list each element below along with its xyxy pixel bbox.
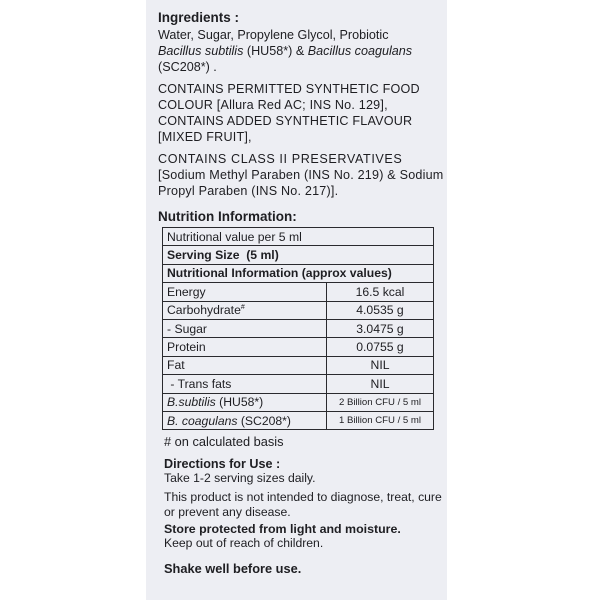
nutrient-name: Fat (163, 356, 327, 374)
table-row (163, 283, 434, 301)
nutrient-name: Protein (163, 338, 327, 356)
table-row (163, 338, 434, 356)
table-row (163, 228, 434, 246)
nutrient-value: 4.0535 g (327, 301, 434, 319)
table-row (163, 375, 434, 393)
nutrient-name: Energy (163, 283, 327, 301)
preservatives-statement: [Sodium Methyl Paraben (INS No. 219) & Sodium Propyl Paraben (INS No. 217)]. (158, 168, 444, 198)
dose-text: Take 1-2 serving sizes daily. (164, 471, 316, 486)
nutrient-name: Carbohydrate (167, 303, 241, 318)
nutrient-value: 16.5 kcal (327, 283, 434, 301)
probiotic-name-cell (163, 393, 327, 411)
nutrient-value: NIL (327, 375, 434, 393)
probiotic-strain: (SC208*) (237, 413, 291, 428)
directions-section (164, 457, 444, 551)
table-row (163, 246, 434, 264)
organism-bacillus-coagulans: Bacillus coagulans (307, 44, 413, 58)
nutrition-heading: Nutrition Information: (158, 209, 297, 224)
probiotic-value: 1 Billion CFU / 5 ml (327, 411, 434, 429)
nutrient-name-cell (163, 301, 327, 319)
nutrient-value: 3.0475 g (327, 319, 434, 337)
directions-heading: Directions for Use : (164, 457, 281, 472)
probiotic-name-cell (163, 411, 327, 429)
ingredients-text (158, 27, 444, 75)
preservatives-heading: CONTAINS CLASS II PRESERVATIVES (158, 152, 403, 166)
storage-text: Store protected from light and moisture. (164, 521, 401, 536)
probiotic-strain: (HU58*) (215, 395, 264, 410)
probiotic-organism: B.subtilis (167, 395, 216, 410)
table-row (163, 301, 434, 319)
flavour-statement: CONTAINS ADDED SYNTHETIC FLAVOUR [MIXED FRUIT], (158, 114, 413, 144)
strain-hu58: (HU58*) & (243, 44, 308, 58)
label-content (158, 10, 444, 576)
colour-statement: CONTAINS PERMITTED SYNTHETIC FOOD COLOUR [Allura Red AC; INS No. 129], (158, 82, 420, 112)
nutrient-name: - Trans fats (163, 375, 327, 393)
nutrition-table (162, 227, 434, 430)
approx-values-header: Nutritional Information (approx values) (163, 264, 434, 282)
ingredients-heading: Ingredients : (158, 10, 240, 25)
strain-sc208: (SC208*) . (158, 60, 217, 74)
nutrient-name: - Sugar (163, 319, 327, 337)
serving-size-cell: Serving Size (5 ml) (163, 246, 434, 264)
children-warning: Keep out of reach of children. (164, 535, 324, 550)
footnote-mark: # (240, 304, 245, 312)
calculation-footnote: # on calculated basis (164, 434, 284, 450)
organism-bacillus-subtilis: Bacillus subtilis (158, 44, 244, 58)
nutrient-value: 0.0755 g (327, 338, 434, 356)
table-row (163, 319, 434, 337)
probiotic-value: 2 Billion CFU / 5 ml (327, 393, 434, 411)
table-row (163, 356, 434, 374)
shake-instruction: Shake well before use. (164, 561, 302, 577)
value-per-cell: Nutritional value per 5 ml (163, 228, 434, 246)
table-row (163, 393, 434, 411)
disclaimer-text: This product is not intended to diagnose, treat, cure or prevent any disease. (164, 489, 442, 520)
probiotic-organism: B. coagulans (167, 413, 238, 428)
nutrient-value: NIL (327, 356, 434, 374)
table-row (163, 411, 434, 429)
table-row (163, 264, 434, 282)
ingredients-line: Water, Sugar, Propylene Glycol, Probiotic (158, 28, 389, 42)
